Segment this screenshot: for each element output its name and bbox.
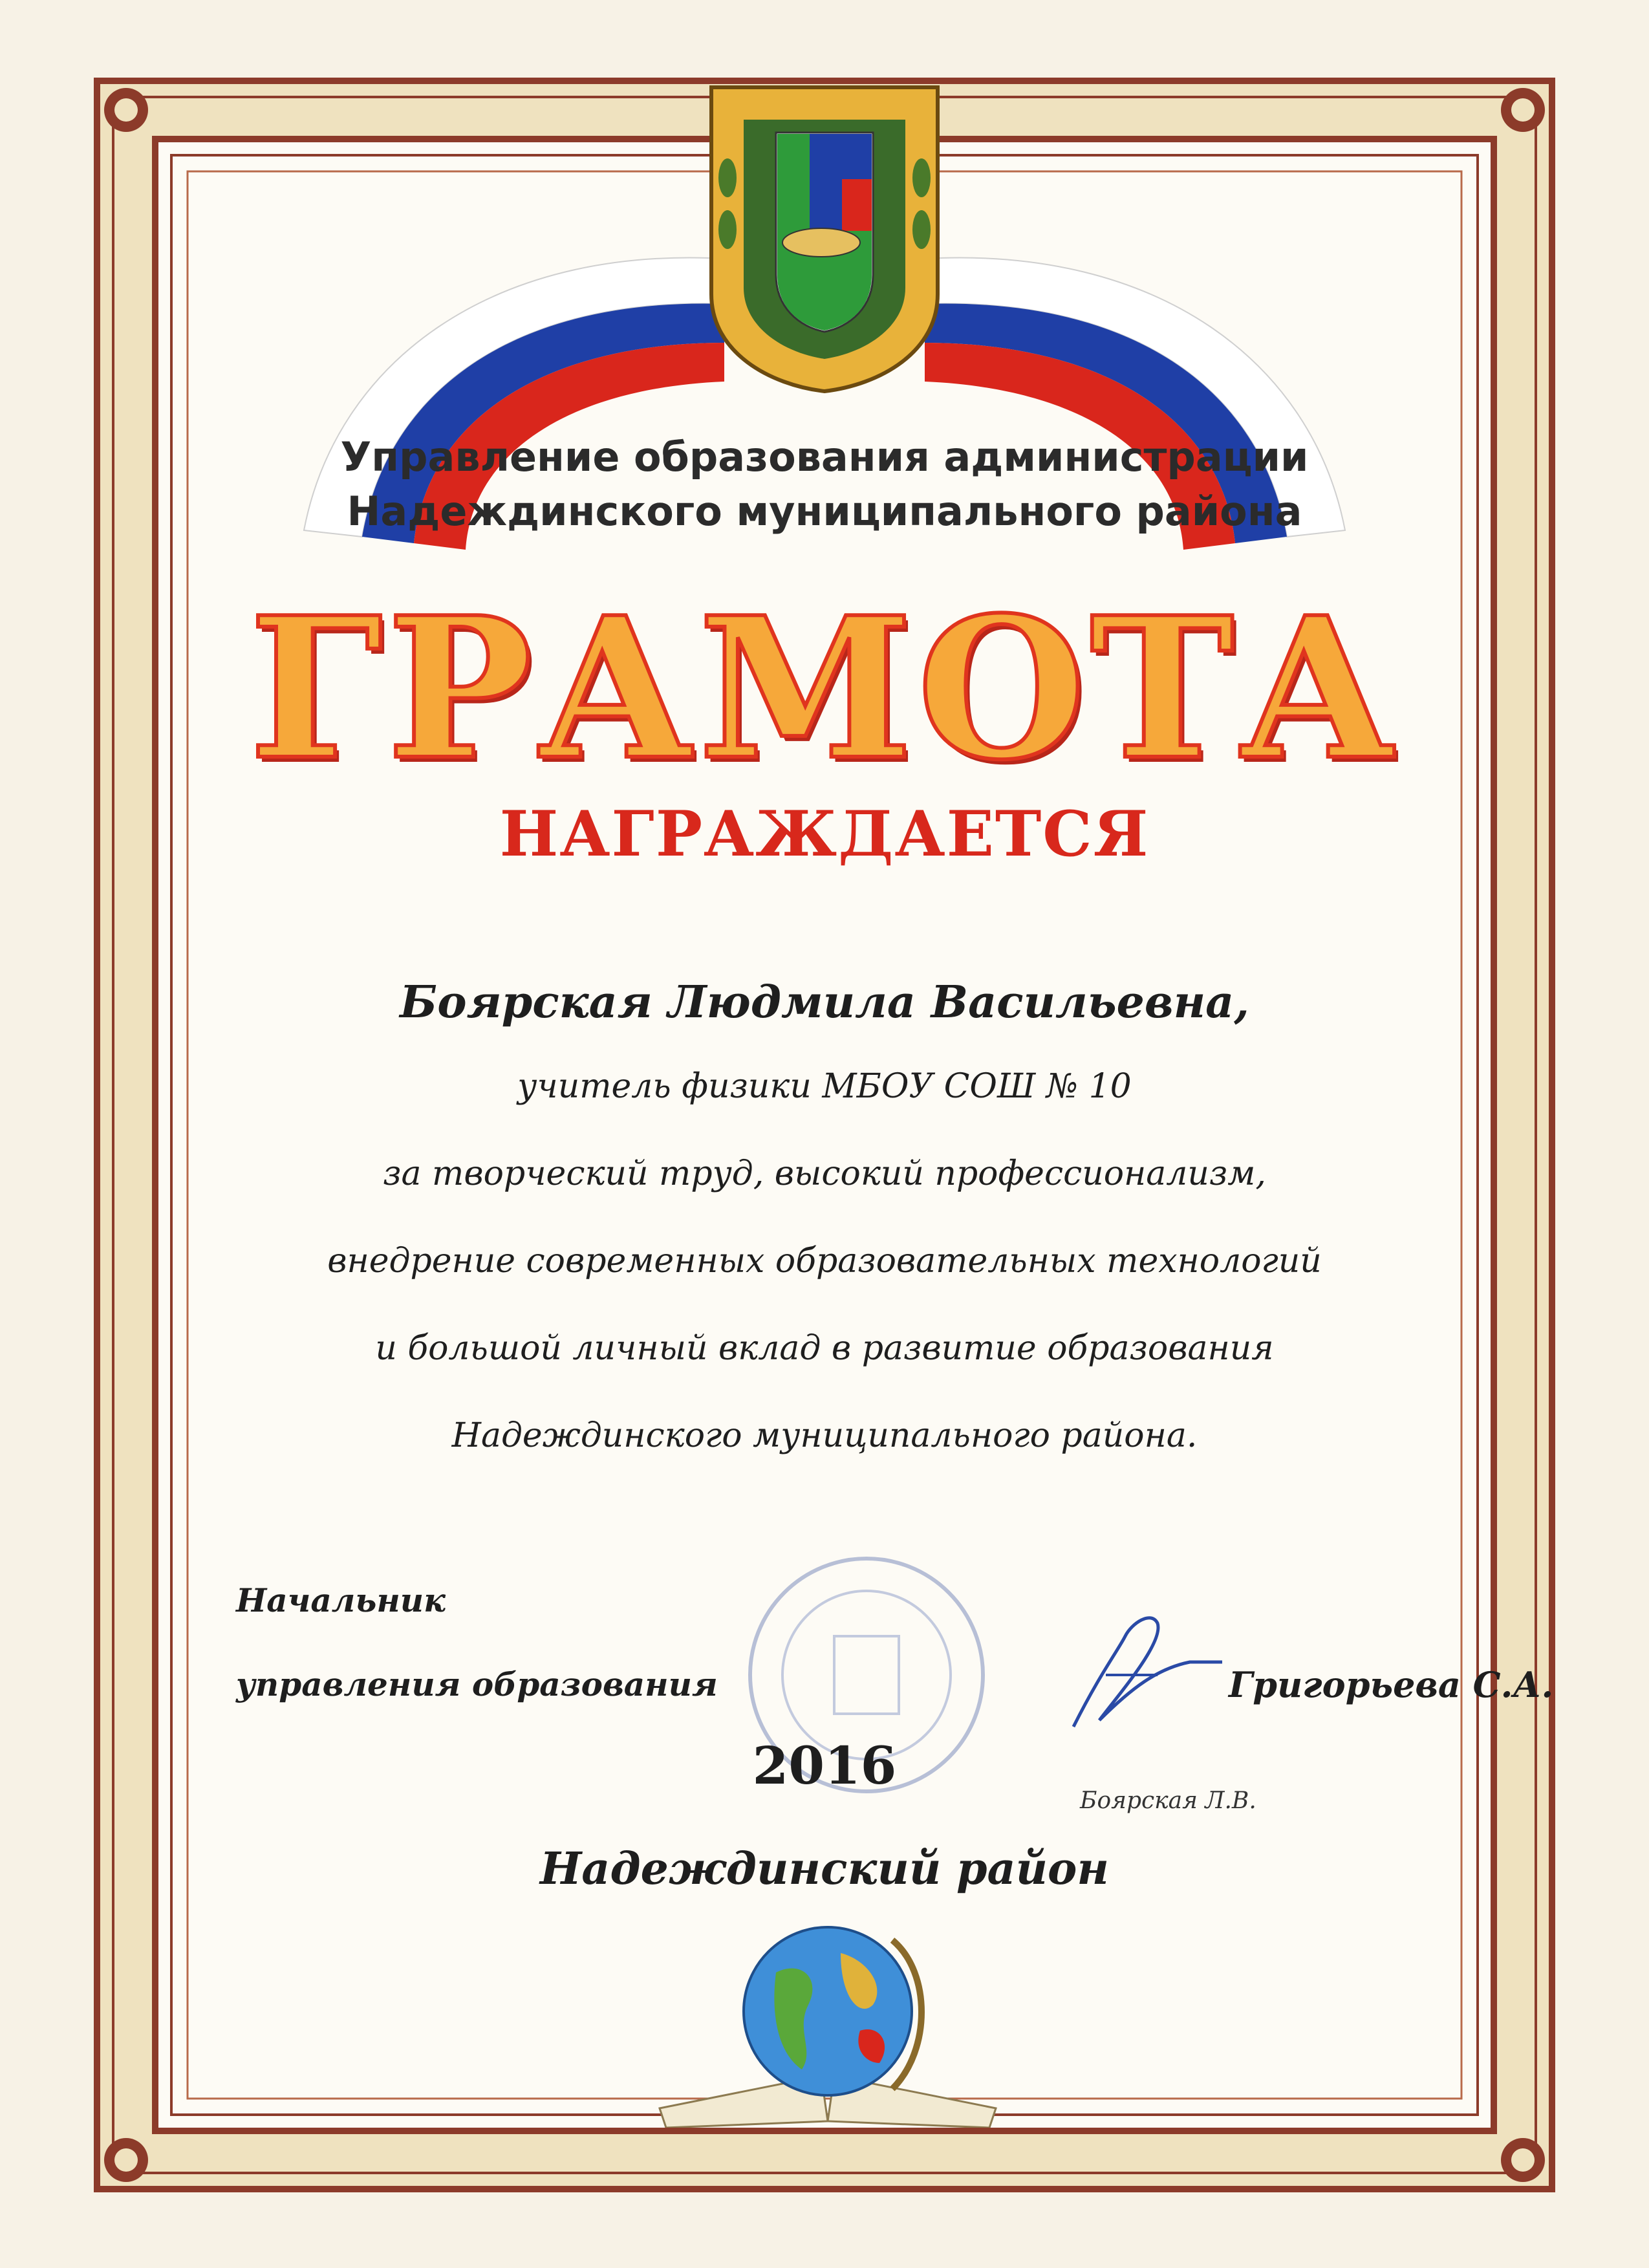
body-line: и большой личный вклад в развитие образования	[375, 1329, 1274, 1368]
globe-on-book-icon	[647, 1914, 1009, 2128]
coat-of-arms-icon	[698, 81, 951, 398]
award-year: 2016	[752, 1735, 897, 1796]
handwritten-note: Боярская Л.В.	[1080, 1787, 1256, 1814]
organization-line-2: Надеждинского муниципального района	[347, 488, 1302, 535]
signature-icon	[1061, 1597, 1229, 1746]
certificate-title: ГРАМОТА	[248, 574, 1401, 803]
recipient-name: Боярская Людмила Васильевна,	[400, 977, 1249, 1028]
body-line: за творческий труд, высокий профессионализм,	[383, 1154, 1266, 1193]
body-line: Надеждинского муниципального района.	[451, 1416, 1198, 1455]
signatory-position-line-2: управления образования	[236, 1665, 718, 1703]
organization-name	[0, 430, 1649, 539]
body-line: внедрение современных образовательных технологий	[327, 1242, 1322, 1280]
signatory-position-line-1: Начальник	[236, 1581, 446, 1619]
body-line: учитель физики МБОУ СОШ № 10	[517, 1067, 1132, 1106]
award-place: Надеждинский район	[540, 1843, 1109, 1895]
certificate-subtitle: НАГРАЖДАЕТСЯ	[499, 797, 1150, 870]
organization-line-1: Управление образования администрации	[340, 433, 1309, 481]
signatory-name: Григорьева С.А.	[1229, 1664, 1554, 1705]
